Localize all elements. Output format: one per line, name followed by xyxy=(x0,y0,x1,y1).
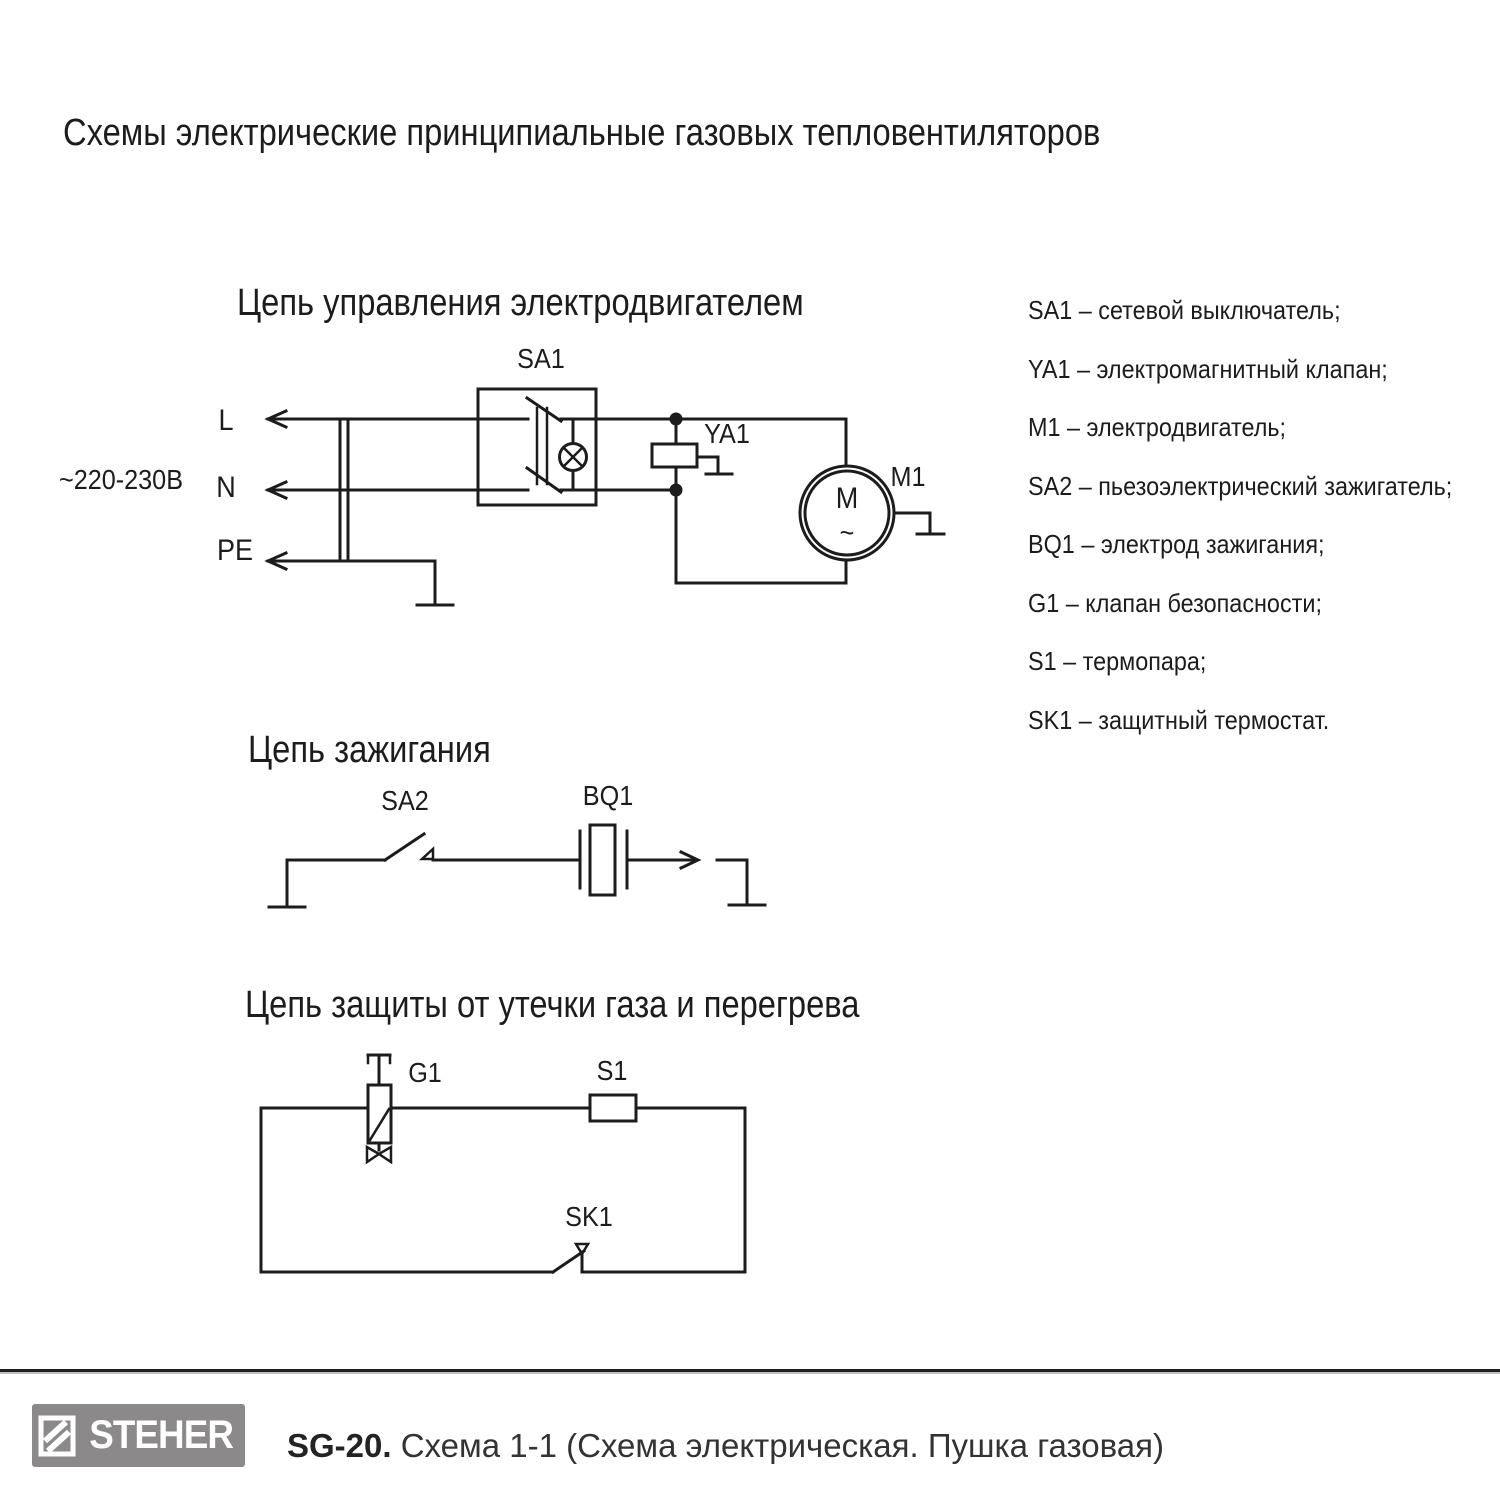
ignition-circuit-title: Цепь зажигания xyxy=(248,729,491,771)
legend-item-sa1: SA1 – сетевой выключатель; xyxy=(1028,295,1341,325)
s1-label: S1 xyxy=(596,1055,628,1086)
steher-emblem-icon xyxy=(38,1415,76,1457)
voltage-label: ~220-230В xyxy=(58,464,184,495)
igniter-bq1-icon xyxy=(580,825,627,895)
thermocouple-s1-icon xyxy=(590,1095,636,1121)
protection-circuit-drawing xyxy=(261,1055,745,1272)
sk1-label: SK1 xyxy=(565,1201,613,1232)
legend-item-bq1: BQ1 – электрод зажигания; xyxy=(1028,529,1325,559)
junction-dot xyxy=(670,413,683,426)
switch-sa2-icon xyxy=(385,834,433,860)
footer-caption-line xyxy=(287,1427,1164,1465)
terminal-l-label: L xyxy=(218,404,234,437)
sa2-label: SA2 xyxy=(381,785,429,816)
ground-left-icon xyxy=(269,860,305,907)
page-title: Схемы электрические принципиальные газовых тепловентиляторов xyxy=(63,112,1101,154)
bq1-label: BQ1 xyxy=(582,780,634,811)
ground-right-icon xyxy=(717,860,765,905)
legend xyxy=(1028,295,1499,763)
ya1-label: YA1 xyxy=(704,418,750,449)
terminal-n-label: N xyxy=(216,471,236,504)
control-circuit-title: Цепь управления электродвигателем xyxy=(237,282,804,324)
steher-logo xyxy=(32,1404,245,1467)
motor-letter: M xyxy=(835,482,859,515)
terminal-pe-label: PE xyxy=(216,534,254,567)
legend-item-sk1: SK1 – защитный термостат. xyxy=(1028,704,1330,735)
legend-item-sa2: SA2 – пьезоэлектрический зажигатель; xyxy=(1028,470,1453,501)
legend-item-g1: G1 – клапан безопасности; xyxy=(1028,587,1322,618)
switch-sa1-icon xyxy=(478,389,596,505)
footer-model: SG-20. xyxy=(287,1427,392,1464)
thermostat-sk1-icon xyxy=(553,1244,588,1272)
legend-item-ya1: YA1 – электромагнитный клапан; xyxy=(1028,353,1388,384)
lamp-icon xyxy=(560,419,587,490)
sa1-label: SA1 xyxy=(517,343,565,374)
safety-valve-g1-icon xyxy=(367,1055,391,1162)
steher-logo-text: STEHER xyxy=(89,1413,233,1457)
legend-item-m1: M1 – электродвигатель; xyxy=(1028,412,1287,442)
g1-label: G1 xyxy=(408,1057,442,1088)
ground-pe-icon xyxy=(417,561,453,605)
junction-dot xyxy=(670,484,683,497)
m1-label: M1 xyxy=(890,461,926,492)
ignition-circuit-drawing xyxy=(269,825,765,907)
footer-caption: Схема 1-1 (Схема электрическая. Пушка газовая) xyxy=(400,1427,1164,1464)
footer-divider xyxy=(0,1369,1500,1374)
motor-sign: ~ xyxy=(839,517,855,548)
protection-circuit-title: Цепь защиты от утечки газа и перегрева xyxy=(245,984,860,1026)
legend-item-s1: S1 – термопара; xyxy=(1028,646,1207,676)
